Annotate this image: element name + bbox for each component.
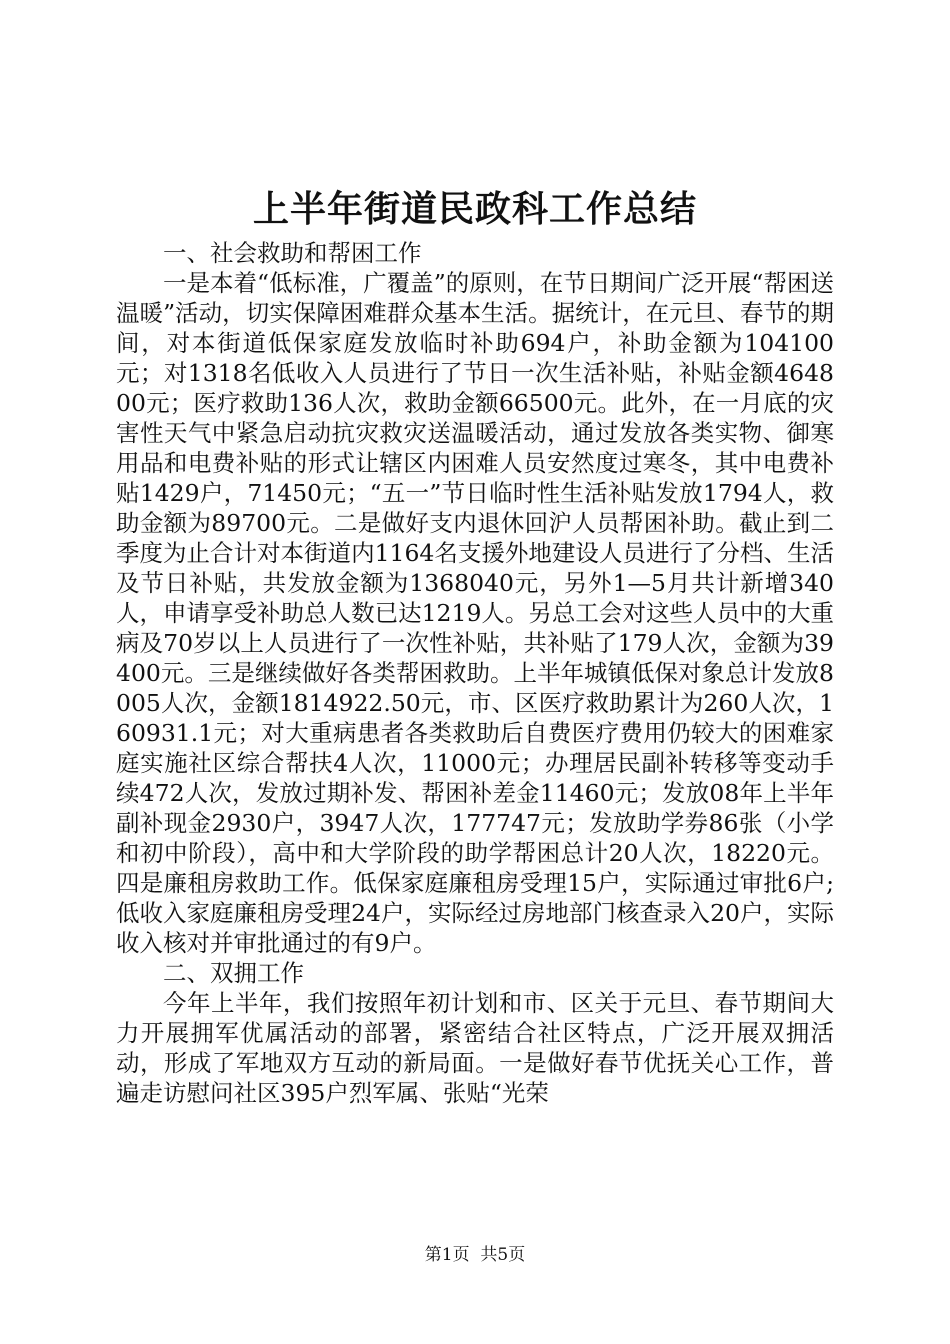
document-body bbox=[116, 238, 834, 1108]
section-heading-double-support: 二、双拥工作 bbox=[163, 959, 304, 987]
page-number-label: 第1页 共5页 bbox=[424, 1245, 526, 1265]
section-heading-social-assistance: 一、社会救助和帮困工作 bbox=[163, 239, 422, 267]
paragraph-social-assistance: 一是本着“低标准，广覆盖”的原则，在节日期间广泛开展“帮困送温暖”活动，切实保障困难群众基本生活。据统计，在元旦、春节的期间，对本街道低保家庭发放临时补助694户，补助金额为104100元；对1318名低收入人员进行了节日一次生活补贴，补贴金额464800元；医疗救助136人次，救助金额66500元。此外，在一月底的灾害性天气中紧急启动抗灾救灾送温暖活动，通过发放各类实物、御寒用品和电费补贴的形式让辖区内困难人员安然度过寒冬，其中电费补贴1429户，71450元；“五一”节日临时性生活补贴发放1794人，救助金额为89700元。二是做好支内退休回沪人员帮困补助。截止到二季度为止合计对本街道内1164名支援外地建设人员进行了分档、生活及节日补贴，共发放金额为1368040元，另外1—5月共计新增340人，申请享受补助总人数已达1219人。另总工会对这些人员中的大重病及70岁以上人员进行了一次性补贴，共补贴了179人次，金额为39400元。三是继续做好各类帮困救助。上半年城镇低保对象总计发放8005人次，金额1814922.50元，市、区医疗救助累计为260人次，160931.1元；对大重病患者各类救助后自费医疗费用仍较大的困难家庭实施社区综合帮扶4人次，11000元；办理居民副补转移等变动手续472人次，发放过期补发、帮困补差金11460元；发放08年上半年副补现金2930户，3947人次，177747元；发放助学券86张（小学和初中阶段），高中和大学阶段的助学帮困总计20人次，18220元。四是廉租房救助工作。低保家庭廉租房受理15户，实际通过审批6户;低收入家庭廉租房受理24户，实际经过房地部门核查录入20户，实际收入核对并审批通过的有9户。 bbox=[116, 269, 834, 957]
document-title: 上半年街道民政科工作总结 bbox=[252, 188, 697, 230]
page-footer bbox=[0, 1244, 950, 1266]
paragraph-double-support: 今年上半年，我们按照年初计划和市、区关于元旦、春节期间大力开展拥军优属活动的部署，紧密结合社区特点，广泛开展双拥活动，形成了军地双方互动的新局面。一是做好春节优抚关心工作，普遍走访慰问社区395户烈军属、张贴“光荣 bbox=[116, 989, 834, 1107]
